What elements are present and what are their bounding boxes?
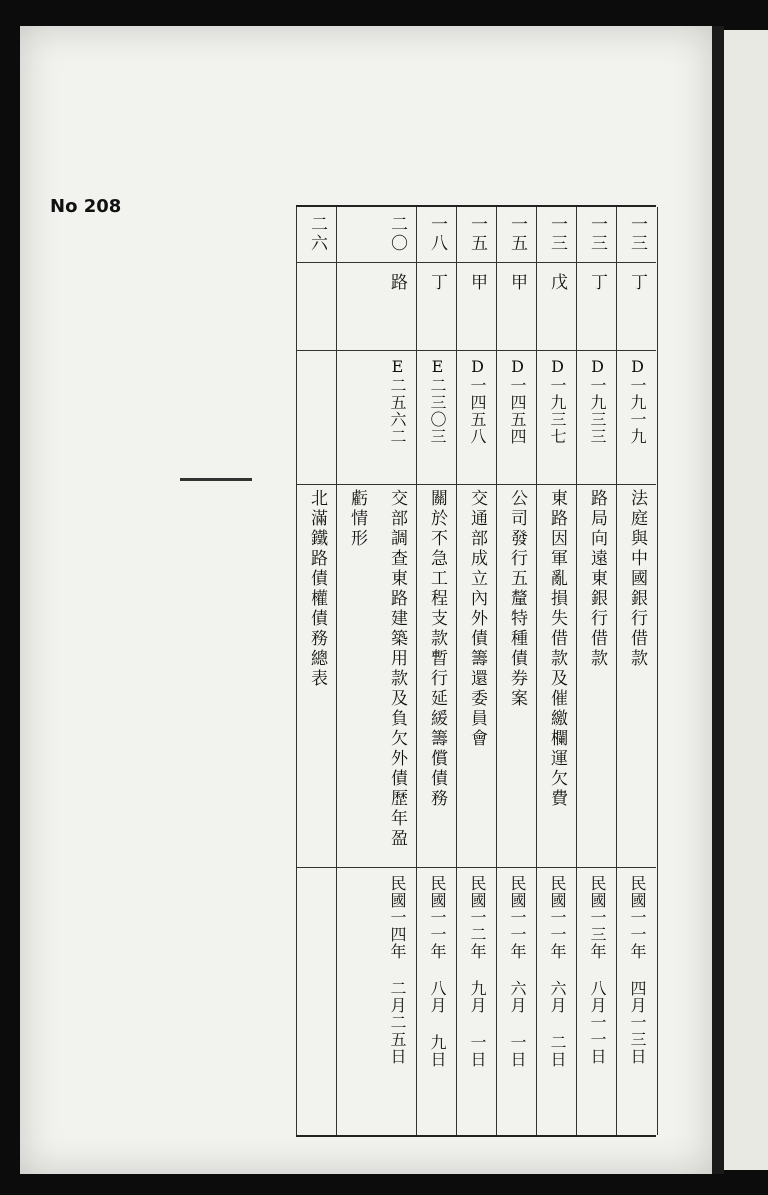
- entry-number: 二〇: [387, 215, 407, 253]
- entry-date: 民國一二年 九月 一日: [468, 875, 487, 1068]
- entry-date: 民國一四年 二月二五日: [388, 875, 407, 1065]
- entry-date: 民國一一年 六月 一日: [508, 875, 527, 1068]
- entry-subject: 東路因軍亂損失借款及催繳欄運欠費: [547, 489, 567, 809]
- book-gutter: [712, 26, 724, 1174]
- entry-subject: 交部調查東路建築用款及負欠外債歷年盈虧情形: [347, 489, 407, 849]
- ledger-table: [296, 205, 656, 1137]
- table-column: [496, 207, 537, 1135]
- entry-number: 一八: [427, 215, 447, 253]
- entry-date: 民國一三年 八月一一日: [588, 875, 607, 1065]
- entry-category: 丁: [587, 273, 607, 292]
- entry-subject: 公司發行五釐特種債券案: [507, 489, 527, 709]
- entry-subject: 法庭與中國銀行借款: [627, 489, 647, 669]
- entry-date: 民國一一年 四月一三日: [628, 875, 647, 1065]
- entry-number: 一三: [587, 215, 607, 253]
- entry-code: D一九三七: [548, 357, 567, 445]
- entry-number: 一三: [627, 215, 647, 253]
- entry-category: 路: [387, 273, 407, 292]
- entry-date: 民國一一年 八月 九日: [428, 875, 447, 1068]
- entry-subject: 路局向遠東銀行借款: [587, 489, 607, 669]
- table-column: [336, 207, 417, 1135]
- table-column: [416, 207, 457, 1135]
- table-column: [536, 207, 577, 1135]
- entry-code: E二五六二: [388, 357, 407, 445]
- table-column: [296, 207, 337, 1135]
- table-column: [576, 207, 617, 1135]
- ink-mark: [180, 478, 252, 481]
- entry-code: [297, 357, 337, 477]
- entry-subject: 北滿鐵路債權債務總表: [307, 489, 327, 689]
- entry-code: D一九一九: [628, 357, 647, 445]
- entry-code: E二三〇三: [428, 357, 447, 445]
- entry-code: D一九三三: [588, 357, 607, 445]
- entry-category: 丁: [627, 273, 647, 292]
- entry-category: 戊: [547, 273, 567, 292]
- entry-code: D一四五八: [468, 357, 487, 445]
- entry-number: 一五: [467, 215, 487, 253]
- entry-number: 一三: [547, 215, 567, 253]
- entry-number: 二六: [307, 215, 327, 253]
- entry-category: 丁: [427, 273, 447, 292]
- entry-category: 甲: [507, 273, 527, 292]
- entry-category: [297, 273, 337, 343]
- entry-date: [297, 875, 337, 1125]
- entry-subject: 關於不急工程支款暫行延緩籌償債務: [427, 489, 447, 809]
- page-number: No 208: [50, 196, 122, 217]
- entry-subject: 交通部成立內外債籌還委員會: [467, 489, 487, 749]
- table-column: [616, 207, 658, 1135]
- entry-date: 民國一一年 六月 二日: [548, 875, 567, 1068]
- entry-category: 甲: [467, 273, 487, 292]
- entry-code: D一四五四: [508, 357, 527, 445]
- next-page-edge: [724, 30, 768, 1170]
- entry-number: 一五: [507, 215, 527, 253]
- table-column: [456, 207, 497, 1135]
